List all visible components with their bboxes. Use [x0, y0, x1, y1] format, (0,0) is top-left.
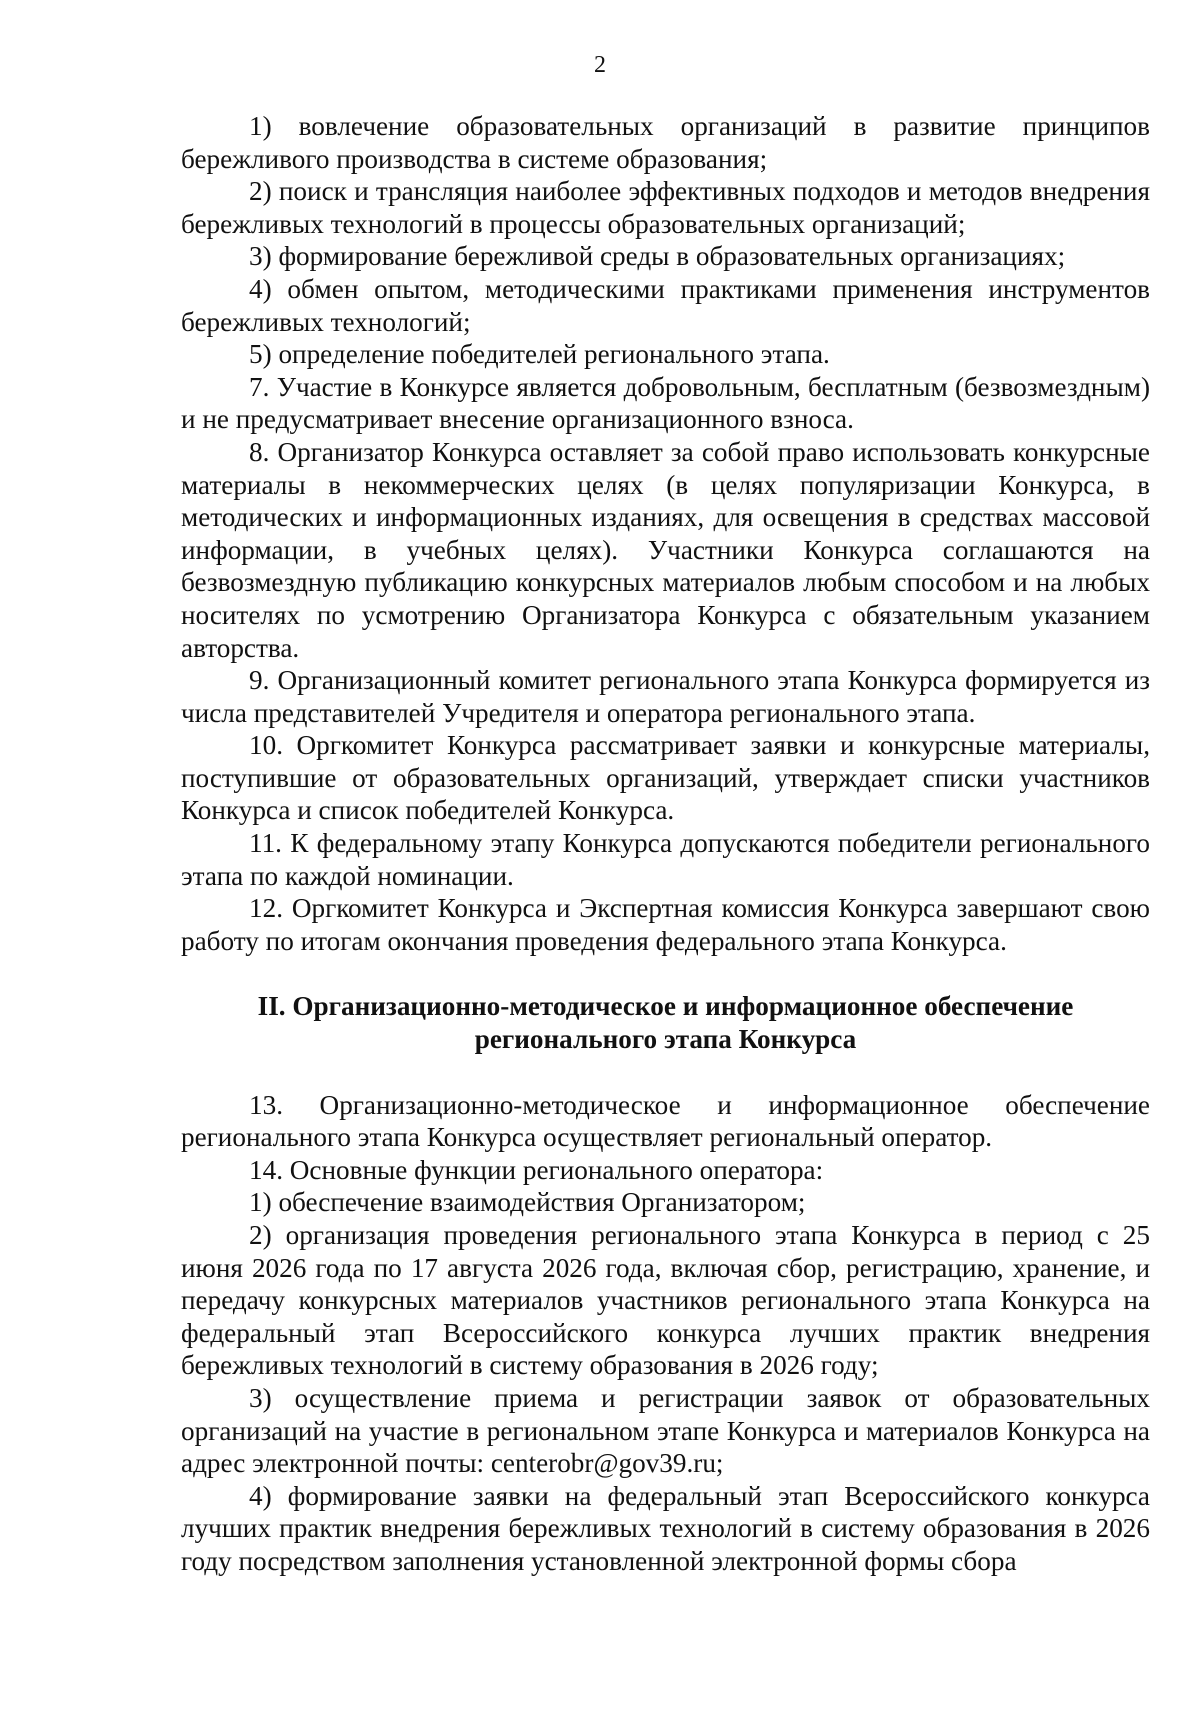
paragraph: 14. Основные функции регионального оператора:	[249, 1154, 824, 1185]
paragraph: 7. Участие в Конкурсе является добровольным, бесплатным (безвозмездным) и не предусматривает внесение организационного взноса.	[181, 371, 1150, 435]
paragraph: 10. Оргкомитет Конкурса рассматривает заявки и конкурсные материалы, поступившие от образовательных организаций, утверждает списки участников Конкурса и список победителей Конкурса.	[181, 730, 1150, 826]
section-heading-line: регионального этапа Конкурса	[474, 1024, 857, 1055]
paragraph: 9. Организационный комитет регионального этапа Конкурса формируется из числа представителей Учредителя и оператора регионального этапа.	[181, 665, 1150, 728]
paragraph: 1) вовлечение образовательных организаций в развитие принципов бережливого производства в системе образования;	[181, 111, 1150, 174]
paragraph: 3) формирование бережливой среды в образовательных организациях;	[249, 241, 1066, 272]
document-body	[181, 110, 1150, 1578]
paragraph: 8. Организатор Конкурса оставляет за собой право использовать конкурсные материалы в некоммерческих целях (в целях популяризации Конкурса, в методических и информационных изданиях, для освещения в средствах массовой информации, в учебных целях). Участники Конкурса соглашаются на безвозмездную публикацию конкурсных материалов любым способом и на любых носителях по усмотрению Организатора Конкурса с обязательным указанием авторства.	[181, 436, 1150, 663]
paragraph: 2) поиск и трансляция наиболее эффективных подходов и методов внедрения бережливых технологий в процессы образовательных организаций;	[181, 176, 1150, 239]
paragraph: 13. Организационно-методическое и информационное обеспечение регионального этапа Конкурса осуществляет региональный оператор.	[181, 1089, 1150, 1153]
paragraph: 11. К федеральному этапу Конкурса допускаются победители регионального этапа по каждой номинации.	[181, 828, 1150, 891]
section-heading-line: II. Организационно-методическое и информационное обеспечение	[257, 991, 1074, 1022]
paragraph: 1) обеспечение взаимодействия Организатором;	[249, 1187, 806, 1218]
paragraph: 5) определение победителей регионального этапа.	[249, 339, 830, 370]
paragraph: 12. Оргкомитет Конкурса и Экспертная комиссия Конкурса завершают свою работу по итогам окончания проведения федерального этапа Конкурса.	[181, 893, 1150, 956]
paragraph: 2) организация проведения регионального этапа Конкурса в период с 25 июня 2026 года по 17 августа 2026 года, включая сбор, регистрацию, хранение, и передачу конкурсных материалов участников регионального этапа Конкурса на федеральный этап Всероссийского конкурса лучших практик внедрения бережливых технологий в систему образования в 2026 году;	[181, 1220, 1150, 1381]
paragraph: 4) формирование заявки на федеральный этап Всероссийского конкурса лучших практик внедрения бережливых технологий в систему образования в 2026 году посредством заполнения установленной электронной формы сбора	[181, 1480, 1150, 1576]
paragraph: 3) осуществление приема и регистрации заявок от образовательных организаций на участие в региональном этапе Конкурса и материалов Конкурса на адрес электронной почты: centerobr@gov39.ru;	[181, 1382, 1150, 1479]
paragraph: 4) обмен опытом, методическими практиками применения инструментов бережливых технологий;	[181, 273, 1150, 337]
page-number: 2	[594, 52, 606, 78]
section-heading	[181, 990, 1150, 1055]
